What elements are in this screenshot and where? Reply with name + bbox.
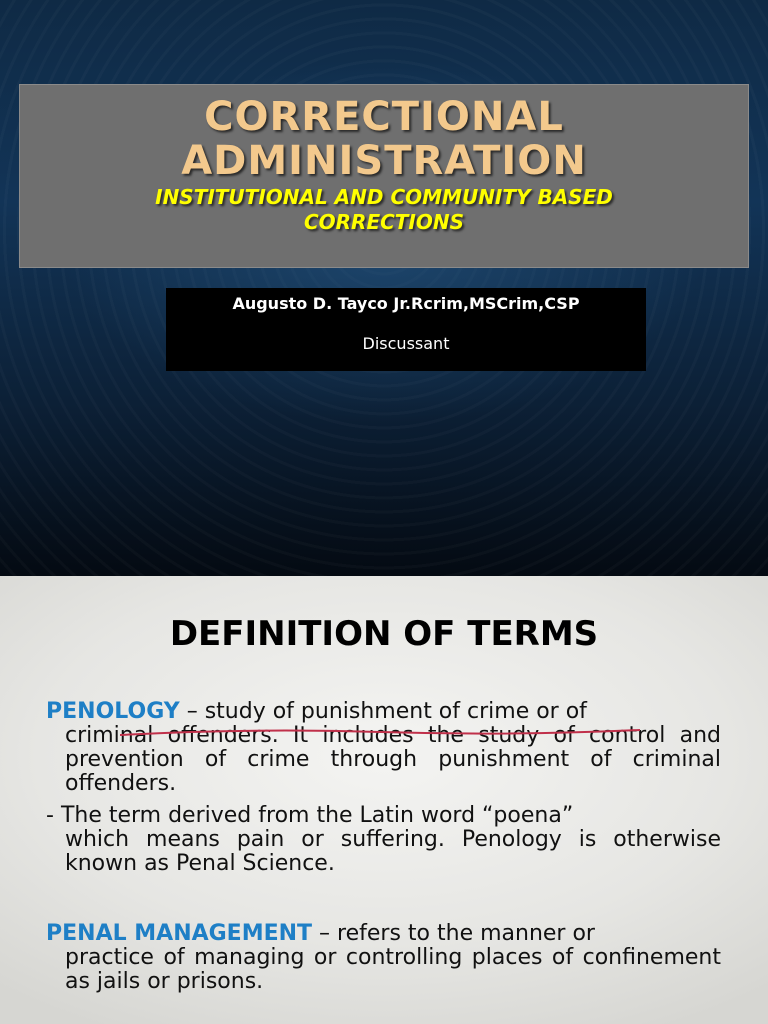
definitions-slide [0,576,768,1024]
penology-derivation [46,804,721,876]
spellcheck-underline [120,726,640,738]
subtitle-line1: INSTITUTIONAL AND COMMUNITY BASED [155,185,613,209]
derivation-line1: The term derived from the Latin word “poena” [60,803,574,828]
penal-management-rest: practice of managing or controlling places of confinement as jails or prisons. [65,945,721,994]
penal-management-definition [46,922,721,994]
penology-definition [46,700,721,796]
subtitle [20,185,748,235]
main-title-line1: CORRECTIONAL [204,94,564,140]
penology-term: PENOLOGY [46,699,180,724]
author-role: Discussant [362,334,450,353]
author-box [166,288,646,371]
main-title-line2: ADMINISTRATION [181,138,587,184]
penology-line1: – study of punishment of crime or of [179,699,587,724]
penal-management-line1: – refers to the manner or [312,921,595,946]
derivation-rest: which means pain or suffering. Penology is otherwise known as Penal Science. [65,827,721,876]
main-title [20,95,748,183]
author-name: Augusto D. Tayco Jr.Rcrim,MSCrim,CSP [232,294,580,313]
penal-management-term: PENAL MANAGEMENT [46,921,313,946]
derivation-dash: - [46,803,61,828]
penology-rest: criminal offenders. It includes the study of control and prevention of crime through punishment of criminal offenders. [65,723,721,796]
subtitle-line2: CORRECTIONS [303,210,465,234]
title-box [19,84,749,268]
section-title: DEFINITION OF TERMS [169,614,599,654]
